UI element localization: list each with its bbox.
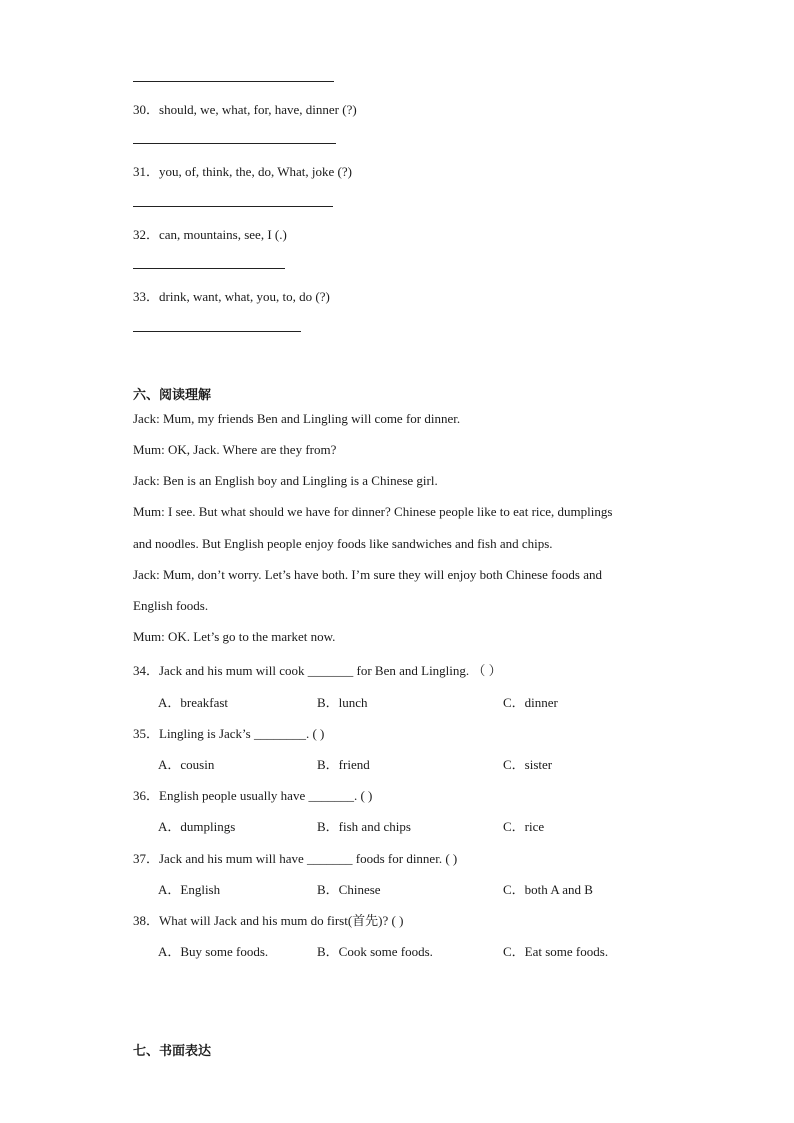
passage-line: Jack: Mum, don’t worry. Let’s have both. I’m sure they will enjoy both Chinese foods and	[133, 567, 603, 582]
question-32: 32．can, mountains, see, I (.)	[133, 227, 287, 242]
question-30: 30．should, we, what, for, have, dinner (?)	[133, 102, 357, 117]
question-words: you, of, think, the, do, What, joke (?)	[159, 164, 352, 179]
passage-line: and noodles. But English people enjoy foods like sandwiches and fish and chips.	[133, 536, 553, 551]
option-c[interactable]: C．both A and B	[503, 882, 593, 897]
option-c[interactable]: C．rice	[503, 819, 545, 834]
answer-line-31[interactable]	[133, 206, 333, 207]
option-c[interactable]: C．Eat some foods.	[503, 944, 609, 959]
question-number: 30	[133, 102, 146, 117]
option-b[interactable]: B．friend	[317, 757, 370, 772]
question-number: 33	[133, 289, 146, 304]
option-a[interactable]: A．Buy some foods.	[158, 944, 269, 959]
option-b[interactable]: B．Cook some foods.	[317, 944, 433, 959]
option-a[interactable]: A．dumplings	[158, 819, 236, 834]
option-a[interactable]: A．breakfast	[158, 695, 229, 710]
option-c[interactable]: C．dinner	[503, 695, 558, 710]
option-a[interactable]: A．cousin	[158, 757, 215, 772]
option-b[interactable]: B．fish and chips	[317, 819, 411, 834]
question-number: 32	[133, 227, 146, 242]
section-heading-writing: 七、书面表达	[133, 1044, 212, 1059]
passage-line: Jack: Ben is an English boy and Lingling is a Chinese girl.	[133, 473, 438, 488]
passage-line: Jack: Mum, my friends Ben and Lingling will come for dinner.	[133, 411, 461, 426]
answer-line-30[interactable]	[133, 143, 336, 144]
question-38-stem: 38．What will Jack and his mum do first(首先)? ( )	[133, 913, 404, 928]
answer-line-29	[133, 81, 334, 82]
section-heading-reading: 六、阅读理解	[133, 388, 212, 403]
question-36-stem: 36．English people usually have _______. ( )	[133, 788, 373, 803]
question-35-stem: 35．Lingling is Jack’s ________. ( )	[133, 726, 325, 741]
passage-line: Mum: OK. Let’s go to the market now.	[133, 629, 336, 644]
passage-line: English foods.	[133, 598, 209, 613]
question-words: can, mountains, see, I (.)	[159, 227, 287, 242]
question-words: should, we, what, for, have, dinner (?)	[159, 102, 357, 117]
answer-line-33[interactable]	[133, 331, 301, 332]
passage-line: Mum: OK, Jack. Where are they from?	[133, 442, 337, 457]
question-words: drink, want, what, you, to, do (?)	[159, 289, 330, 304]
question-33: 33．drink, want, what, you, to, do (?)	[133, 289, 330, 304]
option-b[interactable]: B．lunch	[317, 695, 368, 710]
question-37-stem: 37．Jack and his mum will have _______ foods for dinner. ( )	[133, 851, 458, 866]
passage-line: Mum: I see. But what should we have for dinner? Chinese people like to eat rice, dumplings	[133, 504, 613, 519]
option-c[interactable]: C．sister	[503, 757, 553, 772]
question-34-stem: 34．Jack and his mum will cook _______ for Ben and Lingling. （ ）	[133, 663, 502, 678]
question-31: 31．you, of, think, the, do, What, joke (?)	[133, 164, 352, 179]
answer-line-32[interactable]	[133, 268, 285, 269]
option-a[interactable]: A．English	[158, 882, 221, 897]
option-b[interactable]: B．Chinese	[317, 882, 381, 897]
question-number: 31	[133, 164, 146, 179]
